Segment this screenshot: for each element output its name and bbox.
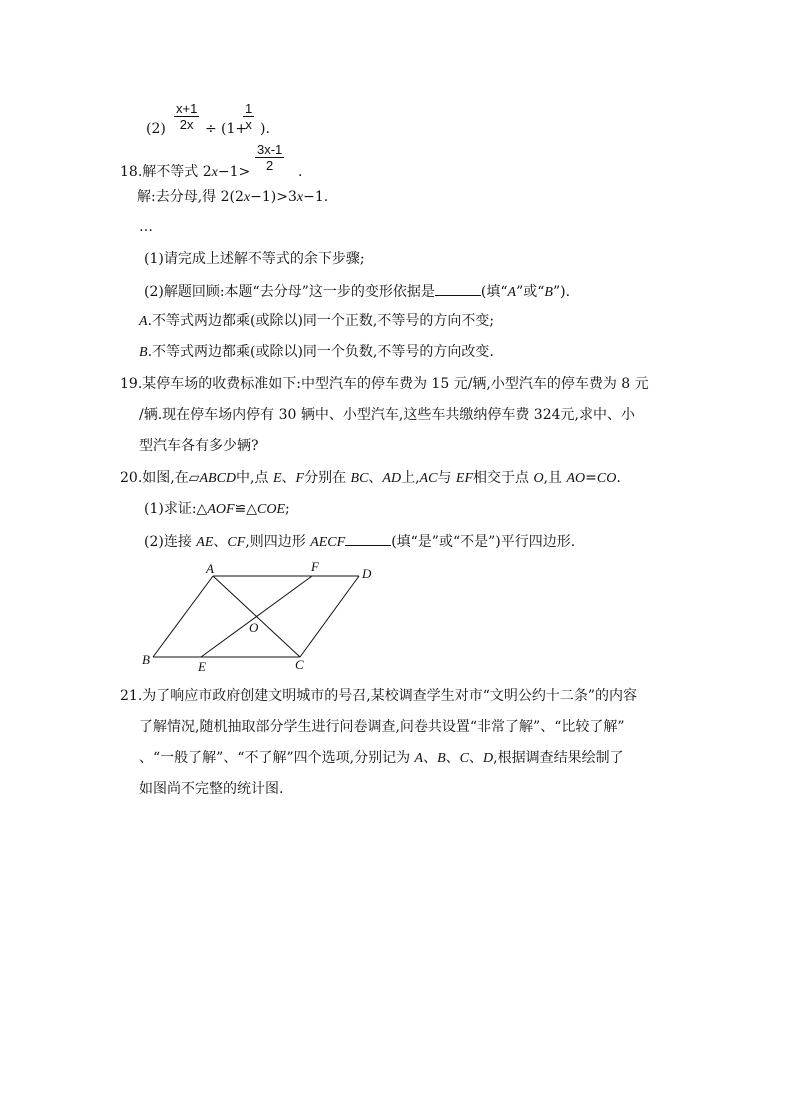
q18-option-A-text: .不等式两边都乘(或除以)同一个正数,不等号的方向不变; <box>147 313 495 329</box>
q20-p1-b: ≌△ <box>234 501 258 517</box>
q20-s-f: F <box>295 471 305 486</box>
q17-division-sign: ÷ <box>205 121 217 137</box>
q20-s-h: 相交于点 <box>473 470 534 486</box>
q20-s-k: . <box>616 470 621 486</box>
q20-p2-d: (填“是”或“不是”)平行四边形. <box>391 534 576 550</box>
label-O: O <box>249 620 259 635</box>
q21-l3-s2: 、 <box>445 750 460 766</box>
q18-prefix: 解不等式 2 <box>142 164 212 180</box>
q20-p1-c: ; <box>285 501 290 517</box>
q21-l3-b: ,根据调查结果绘制了 <box>493 750 624 766</box>
q21-l3-B: B <box>437 751 446 766</box>
q21-line-4: 如图尚不完整的统计图. <box>139 781 284 797</box>
q18-sol-var1: x <box>243 190 251 205</box>
q18-ellipsis: … <box>139 219 153 235</box>
side-ab <box>153 576 213 657</box>
label-F: F <box>311 559 319 574</box>
q20-s-j: = <box>585 470 597 486</box>
q18-sol-b: −1)>3 <box>250 189 297 205</box>
q19-line-1: 19.某停车场的收费标准如下:中型汽车的停车费为 15 元/辆,小型汽车的停车费为 8 元 <box>120 376 649 392</box>
q18-option-B-text: .不等式两边都乘(或除以)同一个负数,不等号的方向改变. <box>147 344 494 360</box>
q20-s-g: 与 <box>437 470 456 486</box>
q18-sol-a: 解:去分母,得 2(2 <box>137 189 244 205</box>
q21-l3-s3: 、 <box>469 750 483 766</box>
q20-p1-coe: COE <box>257 502 286 517</box>
q20-s-a: 20.如图,在▱ <box>120 470 200 486</box>
q17-fraction-1 <box>174 101 199 132</box>
q20-p2-b: 、 <box>213 534 228 550</box>
q20-s-ad: AD <box>382 471 402 486</box>
q18-fraction-numerator: 3x-1 <box>257 142 283 157</box>
q21-l3-s1: 、 <box>423 750 438 766</box>
side-dc <box>300 576 359 657</box>
q20-s-i: ,且 <box>543 470 567 486</box>
q18-answer-blank[interactable] <box>435 281 481 296</box>
label-A: A <box>206 561 214 576</box>
label-E: E <box>198 659 206 674</box>
q17-fraction-1-numerator: x+1 <box>176 101 198 116</box>
q18-part2-fill: (填“ <box>480 284 508 300</box>
q20-s-d: 分别在 <box>304 470 351 486</box>
q20-p1-aof: AOF <box>207 502 235 517</box>
q18-fraction <box>255 142 284 173</box>
q20-p2-a: (2)连接 <box>144 534 197 550</box>
q20-s-co: CO <box>596 471 617 486</box>
q20-s-e2: 、 <box>368 470 383 486</box>
q17-fraction-1-denominator: 2x <box>179 117 194 132</box>
q18-part2-A: A <box>507 285 517 300</box>
segment-ef <box>201 576 312 657</box>
q20-statement <box>120 469 621 488</box>
q20-s-f2: 上, <box>401 470 420 486</box>
q18-fraction-denominator: 2 <box>266 158 274 173</box>
q20-s-o: O <box>533 471 544 486</box>
q20-s-b: 中,点 <box>236 470 273 486</box>
q18-solution-line <box>137 188 328 207</box>
q20-p2-cf: CF <box>227 535 246 550</box>
q19-line-2: /辆.现在停车场内停有 30 辆中、小型汽车,这些车共缴纳停车费 324元,求中、小 <box>139 407 635 423</box>
q21-l3-a: 、“一般了解”、“不了解”四个选项,分别记为 <box>139 750 415 766</box>
q17-part2-number: (2) <box>146 121 166 137</box>
q18-sol-var2: x <box>296 190 304 205</box>
q18-mid: −1> <box>217 164 251 180</box>
q18-option-B-label: B <box>139 345 148 360</box>
q18-part2 <box>144 281 570 302</box>
q21-line-3 <box>139 749 624 768</box>
q17-fraction-2-denominator: x <box>245 117 252 132</box>
q20-p2-ae: AE <box>196 535 214 550</box>
q18-option-A <box>139 312 494 331</box>
q18-part2-or: ”或“ <box>516 284 545 300</box>
q21-l3-C: C <box>459 751 469 766</box>
q17-paren-open: (1+ <box>221 121 248 137</box>
q20-s-c: 、 <box>281 470 296 486</box>
q20-s-ac: AC <box>419 471 438 486</box>
q20-part2 <box>144 531 575 552</box>
q18-sol-c: −1. <box>303 189 329 205</box>
q20-part1 <box>144 500 290 519</box>
q21-l3-D: D <box>483 751 494 766</box>
q17-fraction-2 <box>243 101 254 132</box>
q21-line-2: 了解情况,随机抽取部分学生进行问卷调查,问卷共设置“非常了解”、“比较了解” <box>139 719 625 735</box>
label-D: D <box>362 566 372 581</box>
q21-line-1: 21.为了响应市政府创建文明城市的号召,某校调查学生对市“文明公约十二条”的内容 <box>120 688 638 704</box>
q19-line-3: 型汽车各有多少辆? <box>139 438 259 454</box>
q18-var-x: x <box>211 165 218 180</box>
q18-part2-B: B <box>544 285 553 300</box>
q20-p2-aecf: AECF <box>310 535 346 550</box>
q17-fraction-2-numerator: 1 <box>245 101 253 116</box>
q21-l3-A: A <box>414 751 424 766</box>
parallelogram-figure <box>130 555 390 675</box>
q18-part2-text: (2)解题回顾:本题“去分母”这一步的变形依据是 <box>144 284 435 300</box>
q18-statement <box>120 163 250 182</box>
q17-paren-close: ). <box>260 121 270 137</box>
q20-s-bc: BC <box>350 471 369 486</box>
q20-s-ef: EF <box>455 471 473 486</box>
q20-s-e: E <box>272 471 282 486</box>
q20-s-abcd: ABCD <box>199 471 237 486</box>
q18-option-B <box>139 343 494 362</box>
q20-s-ao: AO <box>566 471 586 486</box>
q18-part2-close: ”). <box>552 284 571 300</box>
q18-number: 18. <box>120 164 143 180</box>
q18-part1: (1)请完成上述解不等式的余下步骤; <box>144 251 365 267</box>
label-B: B <box>142 652 150 667</box>
q20-p1-a: (1)求证:△ <box>144 501 208 517</box>
label-C: C <box>295 657 304 672</box>
q20-p2-c: ,则四边形 <box>245 534 311 550</box>
q20-answer-blank[interactable] <box>345 531 391 546</box>
q18-option-A-label: A <box>139 314 148 329</box>
q18-end: . <box>298 164 303 180</box>
